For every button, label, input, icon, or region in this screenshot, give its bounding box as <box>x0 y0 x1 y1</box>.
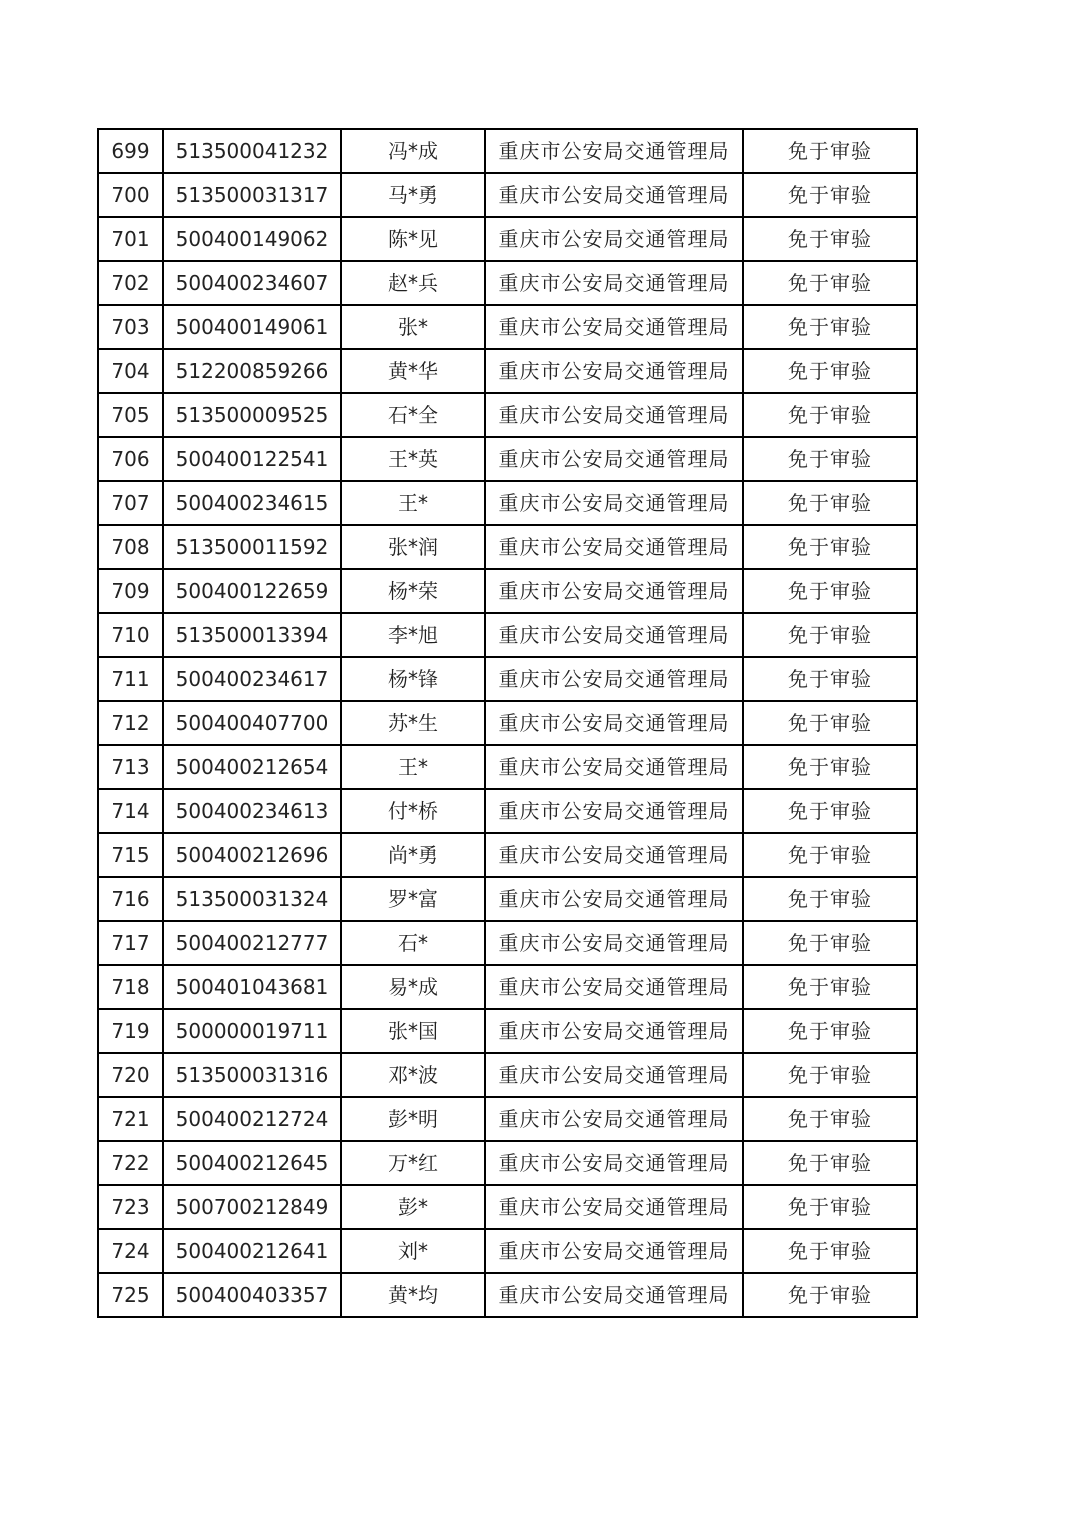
issuing-authority-cell: 重庆市公安局交通管理局 <box>485 877 743 921</box>
review-status-cell: 免于审验 <box>743 1009 917 1053</box>
person-name-cell: 万*红 <box>341 1141 485 1185</box>
license-number-cell: 500400212724 <box>163 1097 341 1141</box>
issuing-authority-cell: 重庆市公安局交通管理局 <box>485 1009 743 1053</box>
table-row <box>98 349 917 393</box>
issuing-authority-cell: 重庆市公安局交通管理局 <box>485 701 743 745</box>
table-row <box>98 965 917 1009</box>
person-name-cell: 石*全 <box>341 393 485 437</box>
issuing-authority-cell: 重庆市公安局交通管理局 <box>485 745 743 789</box>
row-number-cell: 712 <box>98 701 163 745</box>
review-status-cell: 免于审验 <box>743 877 917 921</box>
person-name-cell: 付*桥 <box>341 789 485 833</box>
row-number-cell: 703 <box>98 305 163 349</box>
table-row <box>98 393 917 437</box>
table-row <box>98 701 917 745</box>
issuing-authority-cell: 重庆市公安局交通管理局 <box>485 129 743 173</box>
person-name-cell: 杨*荣 <box>341 569 485 613</box>
row-number-cell: 709 <box>98 569 163 613</box>
review-status-cell: 免于审验 <box>743 173 917 217</box>
row-number-cell: 716 <box>98 877 163 921</box>
row-number-cell: 704 <box>98 349 163 393</box>
license-number-cell: 500400212654 <box>163 745 341 789</box>
license-number-cell: 500400212777 <box>163 921 341 965</box>
license-number-cell: 500400407700 <box>163 701 341 745</box>
person-name-cell: 王* <box>341 745 485 789</box>
table-row <box>98 1229 917 1273</box>
row-number-cell: 725 <box>98 1273 163 1317</box>
review-status-cell: 免于审验 <box>743 349 917 393</box>
license-number-cell: 513500031316 <box>163 1053 341 1097</box>
person-name-cell: 邓*波 <box>341 1053 485 1097</box>
table-row <box>98 481 917 525</box>
person-name-cell: 彭* <box>341 1185 485 1229</box>
review-status-cell: 免于审验 <box>743 1273 917 1317</box>
row-number-cell: 719 <box>98 1009 163 1053</box>
record-table <box>97 128 918 1318</box>
issuing-authority-cell: 重庆市公安局交通管理局 <box>485 833 743 877</box>
review-status-cell: 免于审验 <box>743 1053 917 1097</box>
license-number-cell: 513500011592 <box>163 525 341 569</box>
table-row <box>98 1053 917 1097</box>
review-status-cell: 免于审验 <box>743 437 917 481</box>
issuing-authority-cell: 重庆市公安局交通管理局 <box>485 965 743 1009</box>
table-row <box>98 789 917 833</box>
issuing-authority-cell: 重庆市公安局交通管理局 <box>485 481 743 525</box>
license-number-cell: 500400234607 <box>163 261 341 305</box>
table-row <box>98 657 917 701</box>
row-number-cell: 702 <box>98 261 163 305</box>
person-name-cell: 王*英 <box>341 437 485 481</box>
license-number-cell: 500400234613 <box>163 789 341 833</box>
issuing-authority-cell: 重庆市公安局交通管理局 <box>485 789 743 833</box>
license-number-cell: 500400403357 <box>163 1273 341 1317</box>
person-name-cell: 李*旭 <box>341 613 485 657</box>
review-status-cell: 免于审验 <box>743 833 917 877</box>
row-number-cell: 699 <box>98 129 163 173</box>
license-number-cell: 500400149061 <box>163 305 341 349</box>
person-name-cell: 马*勇 <box>341 173 485 217</box>
person-name-cell: 易*成 <box>341 965 485 1009</box>
license-number-cell: 500400212645 <box>163 1141 341 1185</box>
row-number-cell: 713 <box>98 745 163 789</box>
row-number-cell: 722 <box>98 1141 163 1185</box>
table-row <box>98 129 917 173</box>
person-name-cell: 石* <box>341 921 485 965</box>
row-number-cell: 720 <box>98 1053 163 1097</box>
person-name-cell: 王* <box>341 481 485 525</box>
table-row <box>98 525 917 569</box>
person-name-cell: 张* <box>341 305 485 349</box>
person-name-cell: 罗*富 <box>341 877 485 921</box>
issuing-authority-cell: 重庆市公安局交通管理局 <box>485 437 743 481</box>
row-number-cell: 707 <box>98 481 163 525</box>
table-row <box>98 833 917 877</box>
issuing-authority-cell: 重庆市公安局交通管理局 <box>485 569 743 613</box>
review-status-cell: 免于审验 <box>743 525 917 569</box>
row-number-cell: 717 <box>98 921 163 965</box>
table-row <box>98 877 917 921</box>
license-number-cell: 500400234617 <box>163 657 341 701</box>
issuing-authority-cell: 重庆市公安局交通管理局 <box>485 1185 743 1229</box>
issuing-authority-cell: 重庆市公安局交通管理局 <box>485 1141 743 1185</box>
table-row <box>98 745 917 789</box>
record-table-body <box>98 129 917 1317</box>
review-status-cell: 免于审验 <box>743 1185 917 1229</box>
table-row <box>98 261 917 305</box>
issuing-authority-cell: 重庆市公安局交通管理局 <box>485 393 743 437</box>
license-number-cell: 500400212696 <box>163 833 341 877</box>
person-name-cell: 苏*生 <box>341 701 485 745</box>
review-status-cell: 免于审验 <box>743 1141 917 1185</box>
license-number-cell: 500400234615 <box>163 481 341 525</box>
table-row <box>98 173 917 217</box>
row-number-cell: 708 <box>98 525 163 569</box>
row-number-cell: 710 <box>98 613 163 657</box>
row-number-cell: 718 <box>98 965 163 1009</box>
table-row <box>98 613 917 657</box>
row-number-cell: 724 <box>98 1229 163 1273</box>
issuing-authority-cell: 重庆市公安局交通管理局 <box>485 613 743 657</box>
license-number-cell: 513500013394 <box>163 613 341 657</box>
row-number-cell: 723 <box>98 1185 163 1229</box>
table-row <box>98 437 917 481</box>
license-number-cell: 513500031324 <box>163 877 341 921</box>
license-number-cell: 500400212641 <box>163 1229 341 1273</box>
person-name-cell: 张*国 <box>341 1009 485 1053</box>
review-status-cell: 免于审验 <box>743 481 917 525</box>
license-number-cell: 513500031317 <box>163 173 341 217</box>
issuing-authority-cell: 重庆市公安局交通管理局 <box>485 525 743 569</box>
table-row <box>98 305 917 349</box>
review-status-cell: 免于审验 <box>743 1097 917 1141</box>
table-row <box>98 1097 917 1141</box>
row-number-cell: 700 <box>98 173 163 217</box>
person-name-cell: 陈*见 <box>341 217 485 261</box>
license-number-cell: 500700212849 <box>163 1185 341 1229</box>
person-name-cell: 杨*锋 <box>341 657 485 701</box>
license-number-cell: 513500009525 <box>163 393 341 437</box>
person-name-cell: 赵*兵 <box>341 261 485 305</box>
review-status-cell: 免于审验 <box>743 217 917 261</box>
issuing-authority-cell: 重庆市公安局交通管理局 <box>485 657 743 701</box>
review-status-cell: 免于审验 <box>743 393 917 437</box>
table-row <box>98 1141 917 1185</box>
issuing-authority-cell: 重庆市公安局交通管理局 <box>485 261 743 305</box>
review-status-cell: 免于审验 <box>743 305 917 349</box>
review-status-cell: 免于审验 <box>743 789 917 833</box>
issuing-authority-cell: 重庆市公安局交通管理局 <box>485 1229 743 1273</box>
review-status-cell: 免于审验 <box>743 965 917 1009</box>
review-status-cell: 免于审验 <box>743 613 917 657</box>
row-number-cell: 711 <box>98 657 163 701</box>
review-status-cell: 免于审验 <box>743 569 917 613</box>
table-row <box>98 217 917 261</box>
license-number-cell: 513500041232 <box>163 129 341 173</box>
issuing-authority-cell: 重庆市公安局交通管理局 <box>485 921 743 965</box>
license-number-cell: 500400122659 <box>163 569 341 613</box>
review-status-cell: 免于审验 <box>743 261 917 305</box>
table-row <box>98 1273 917 1317</box>
issuing-authority-cell: 重庆市公安局交通管理局 <box>485 1097 743 1141</box>
issuing-authority-cell: 重庆市公安局交通管理局 <box>485 173 743 217</box>
review-status-cell: 免于审验 <box>743 745 917 789</box>
license-number-cell: 500000019711 <box>163 1009 341 1053</box>
issuing-authority-cell: 重庆市公安局交通管理局 <box>485 1273 743 1317</box>
review-status-cell: 免于审验 <box>743 1229 917 1273</box>
issuing-authority-cell: 重庆市公安局交通管理局 <box>485 305 743 349</box>
table-row <box>98 921 917 965</box>
review-status-cell: 免于审验 <box>743 657 917 701</box>
license-number-cell: 500400122541 <box>163 437 341 481</box>
person-name-cell: 黄*华 <box>341 349 485 393</box>
row-number-cell: 714 <box>98 789 163 833</box>
review-status-cell: 免于审验 <box>743 129 917 173</box>
table-row <box>98 1009 917 1053</box>
review-status-cell: 免于审验 <box>743 921 917 965</box>
row-number-cell: 706 <box>98 437 163 481</box>
person-name-cell: 黄*均 <box>341 1273 485 1317</box>
license-number-cell: 512200859266 <box>163 349 341 393</box>
person-name-cell: 冯*成 <box>341 129 485 173</box>
row-number-cell: 701 <box>98 217 163 261</box>
person-name-cell: 刘* <box>341 1229 485 1273</box>
person-name-cell: 彭*明 <box>341 1097 485 1141</box>
review-status-cell: 免于审验 <box>743 701 917 745</box>
row-number-cell: 705 <box>98 393 163 437</box>
row-number-cell: 721 <box>98 1097 163 1141</box>
table-row <box>98 1185 917 1229</box>
license-number-cell: 500401043681 <box>163 965 341 1009</box>
issuing-authority-cell: 重庆市公安局交通管理局 <box>485 217 743 261</box>
row-number-cell: 715 <box>98 833 163 877</box>
issuing-authority-cell: 重庆市公安局交通管理局 <box>485 1053 743 1097</box>
table-row <box>98 569 917 613</box>
license-number-cell: 500400149062 <box>163 217 341 261</box>
person-name-cell: 张*润 <box>341 525 485 569</box>
issuing-authority-cell: 重庆市公安局交通管理局 <box>485 349 743 393</box>
person-name-cell: 尚*勇 <box>341 833 485 877</box>
